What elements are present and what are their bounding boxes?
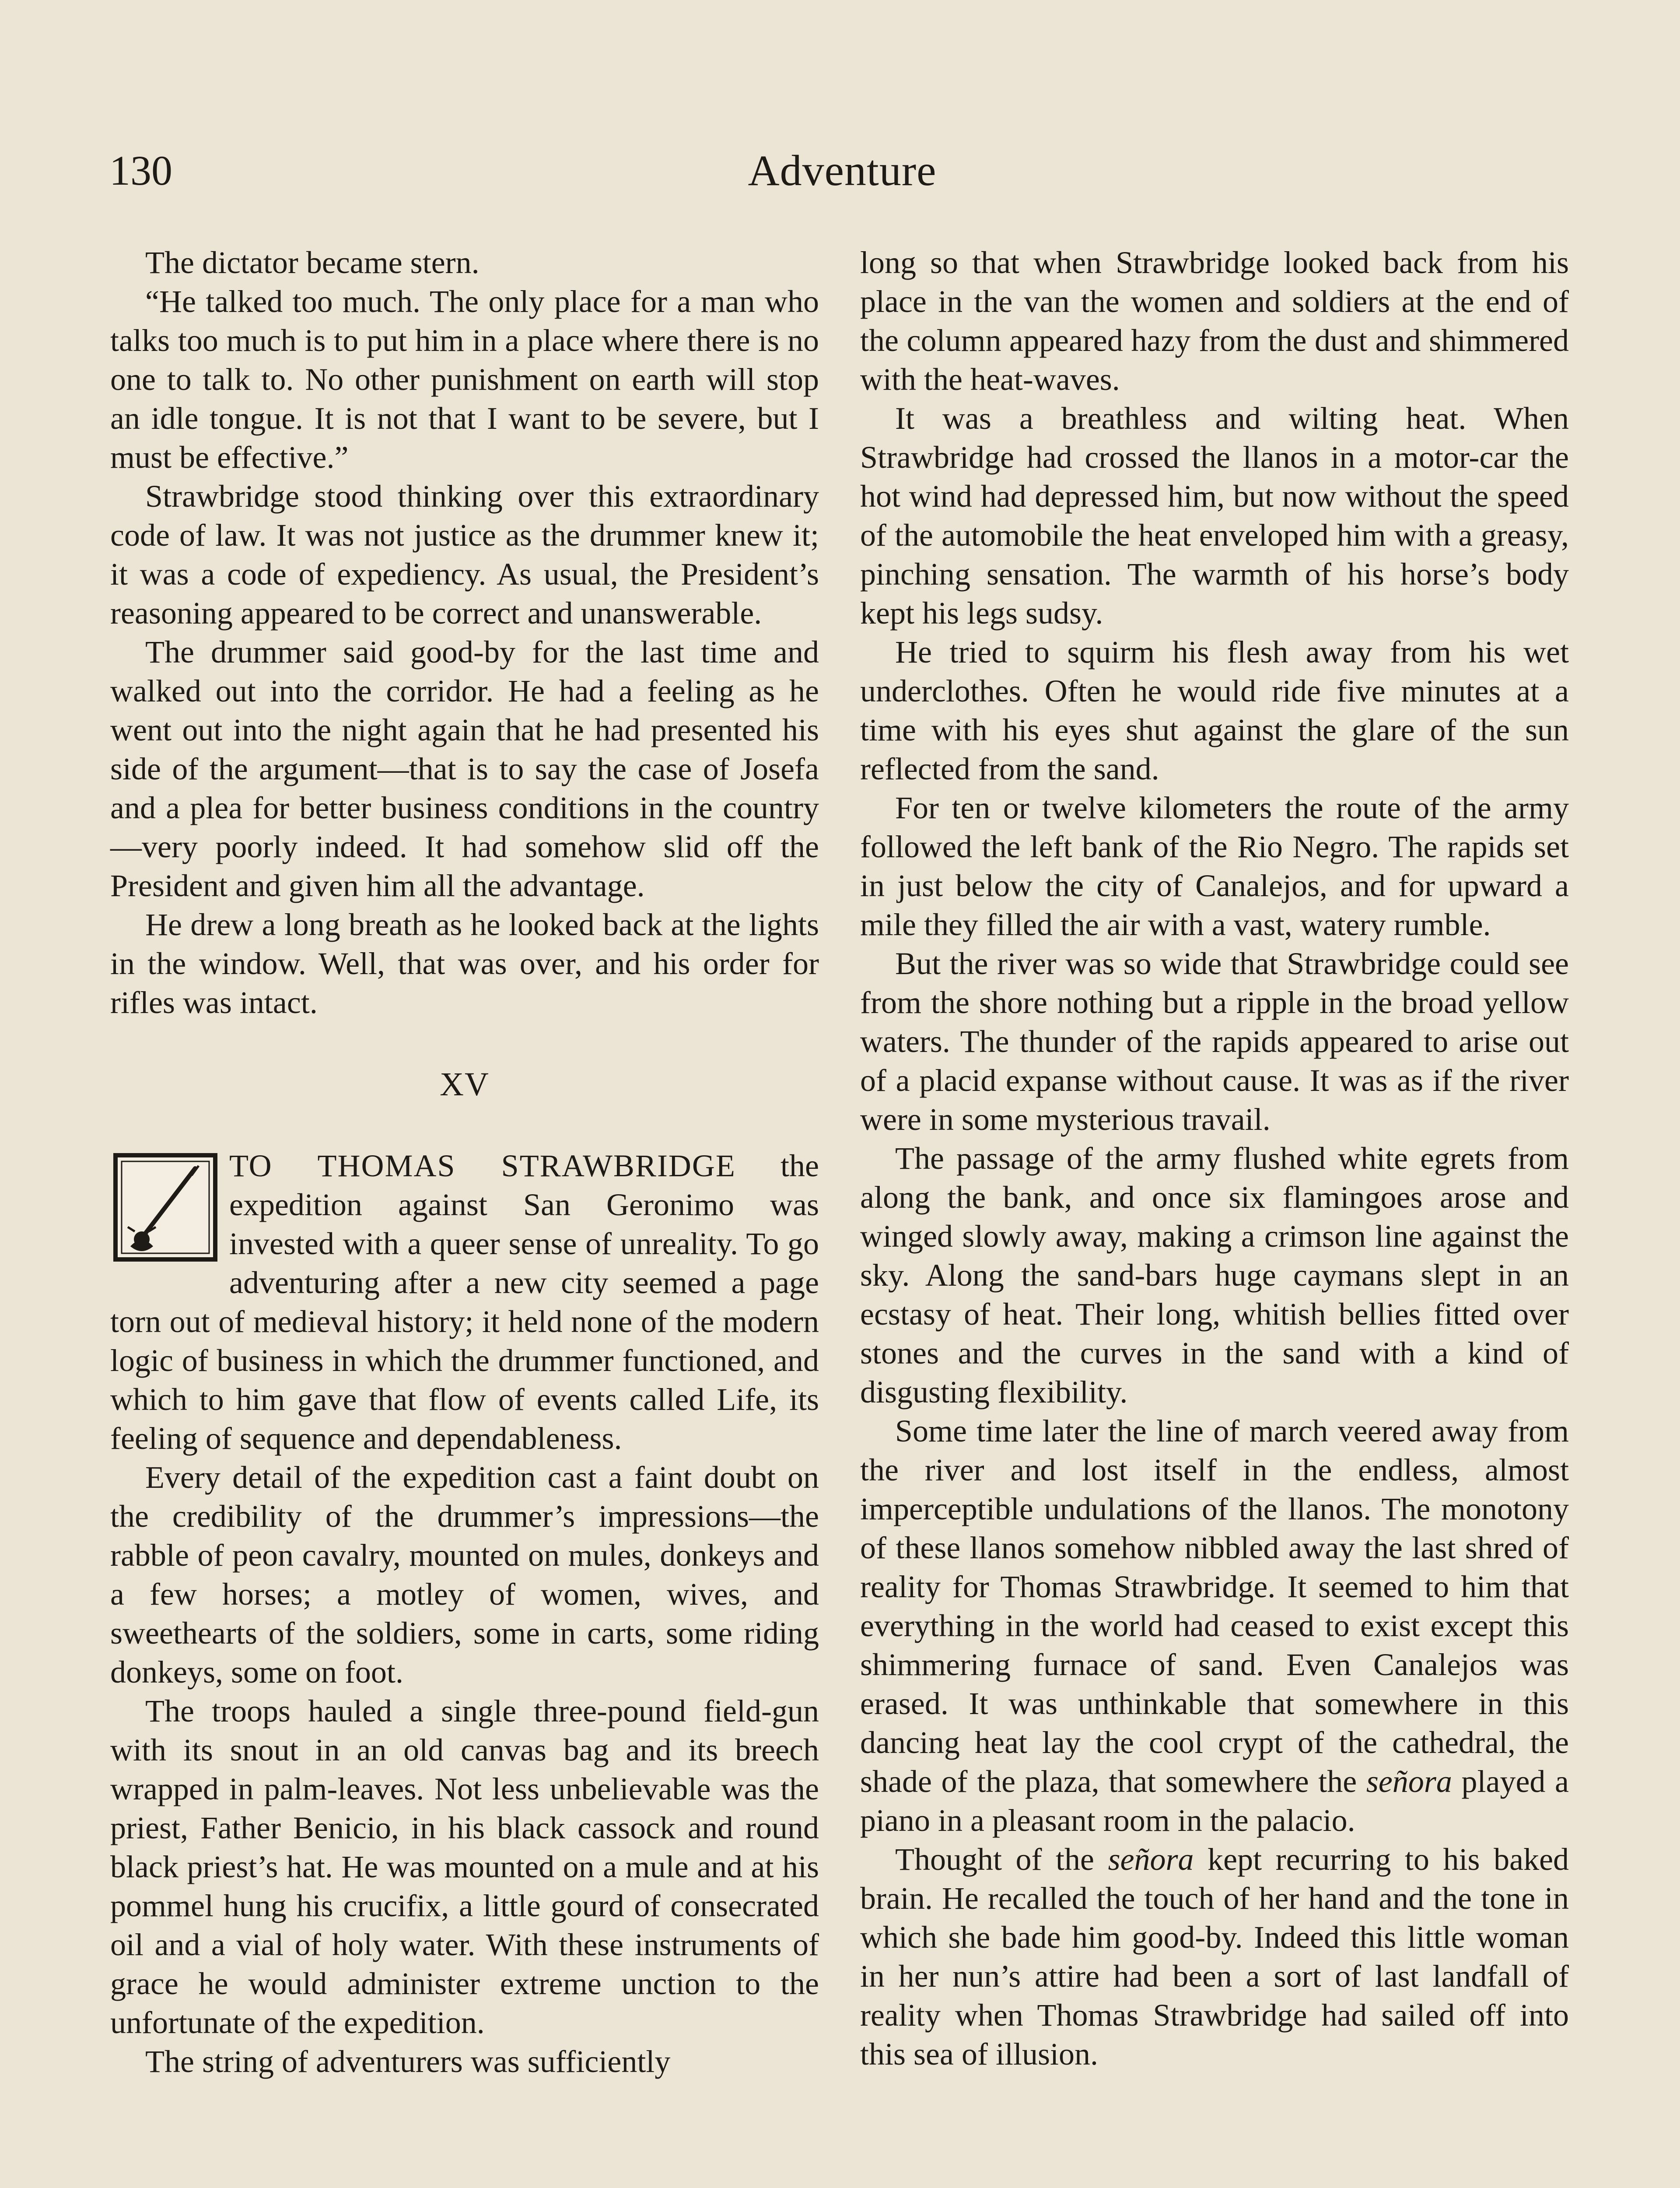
paragraph: [860, 1840, 1569, 2074]
paragraph-text: kept recurring to his baked brain. He recalled the touch of her hand and the tone in which she bade him good-by. Indeed this little woman in her nun’s attire had been a sort of last landfall of reality when Thomas Strawbridge had sailed off into this sea of illusion.: [860, 1842, 1569, 2072]
paragraph: He drew a long breath as he looked back at the lights in the window. Well, that was over, and his order for rifles was intact.: [110, 907, 819, 1020]
paragraph-text: played a piano in a pleasant room in the palacio.: [860, 1764, 1569, 1838]
paragraph: But the river was so wide that Strawbridge could see from the shore nothing but a ripple in the broad yellow waters. The thunder of the rapids appeared to arise out of a placid expanse without cause. It was as if the river were in some mysterious travail.: [860, 946, 1569, 1137]
paragraph-text: Some time later the line of march veered away from the river and lost itself in the endless, almost imperceptible undulations of the llanos. The monotony of these llanos somehow nibbled away the last shred of reality for Thomas Strawbridge. It seemed to him that everything in the world had ceased to exist except this shimmering furnace of sand. Even Canalejos was erased. It was unthinkable that somewhere in this dancing heat lay the cool crypt of the cathedral, the shade of the plaza, that somewhere the: [860, 1413, 1569, 1799]
paragraph: For ten or twelve kilometers the route of the army followed the left bank of the Rio Negro. The rapids set in just below the city of Canalejos, and for upward a mile they filled the air with a vast, watery rumble.: [860, 790, 1569, 942]
paragraph: The dictator became stern.: [145, 245, 480, 280]
paragraph-continued: long so that when Strawbridge looked back from his place in the van the women and soldiers at the end of the column appeared hazy from the dust and shimmered with the heat-waves.: [860, 245, 1569, 397]
paragraph-text: Thought of the: [895, 1842, 1095, 1877]
chapter-lead-words: TO THOMAS STRAWBRIDGE: [229, 1148, 736, 1183]
running-head: [109, 144, 1575, 197]
paragraph: Strawbridge stood thinking over this extraordinary code of law. It was not justice as the drummer knew it; it was a code of expediency. As usual, the President’s reasoning appeared to be correct and unanswerable.: [110, 479, 819, 631]
paragraph: It was a breathless and wilting heat. When Strawbridge had crossed the llanos in a motor-car the hot wind had depressed him, but now without the speed of the automobile the heat enveloped him with a greasy, pinching sensation. The warmth of his horse’s body kept his legs sudsy.: [860, 401, 1569, 631]
right-column: [860, 243, 1569, 2074]
italic-word: señora: [1366, 1764, 1452, 1799]
chapter-heading: XV: [440, 1066, 490, 1103]
paragraph: [860, 1412, 1569, 1840]
paragraph: The troops hauled a single three-pound field-gun with its snout in an old canvas bag and its breech wrapped in palm-leaves. Not less unbelievable was the priest, Father Benicio, in his black cassock and round black priest’s hat. He was mounted on a mule and at his pommel hung his crucifix, a little gourd of consecrated oil and a vial of holy water. With these instruments of grace he would administer extreme unction to the unfortunate of the expedition.: [110, 1694, 819, 2040]
paragraph: Every detail of the expedition cast a faint doubt on the credibility of the drummer’s impressions—the rabble of peon cavalry, mounted on mules, donkeys and a few horses; a motley of women, wives, and sweethearts of the soldiers, some in carts, some riding donkeys, some on foot.: [110, 1460, 819, 1690]
paragraph: “He talked too much. The only place for a man who talks too much is to put him in a place where there is no one to talk to. No other punishment on earth will stop an idle tongue. It is not that I want to be severe, but I must be effective.”: [110, 284, 819, 475]
page-number: 130: [109, 147, 172, 194]
paragraph: He tried to squirm his flesh away from his wet underclothes. Often he would ride five minutes at a time with his eyes shut against the glare of the sun reflected from the sand.: [860, 635, 1569, 786]
paragraph: The passage of the army flushed white egrets from along the bank, and once six flamingoes arose and winged slowly away, making a crimson line against the sky. Along the sand-bars huge caymans slept in an ecstasy of heat. Their long, whitish bellies fitted over stones and the curves in the sand with a kind of disgusting flexibility.: [860, 1141, 1569, 1410]
paragraph: The string of adventurers was sufficiently: [145, 2044, 671, 2079]
journal-title: Adventure: [748, 146, 937, 195]
paragraph: The drummer said good-by for the last time and walked out into the corridor. He had a feeling as he went out into the night again that he had presented his side of the argument—that is to say the case of Josefa and a plea for better business conditions in the country—very poorly indeed. It had somehow slid off the President and given him all the advantage.: [110, 635, 819, 903]
left-column: [110, 243, 819, 2081]
chapter-opening-text: the expedition against San Geronimo was invested with a queer sense of unreality. To go adventuring after a new city seemed a page torn out of medieval history; it held none of the modern logic of business in which the drummer functioned, and which to him gave that flow of events called Life, its feeling of sequence and dependableness.: [110, 1148, 819, 1456]
italic-word: señora: [1108, 1842, 1194, 1877]
chapter-opening-paragraph: [110, 1147, 819, 1458]
ornamental-initial-icon: [113, 1153, 218, 1262]
